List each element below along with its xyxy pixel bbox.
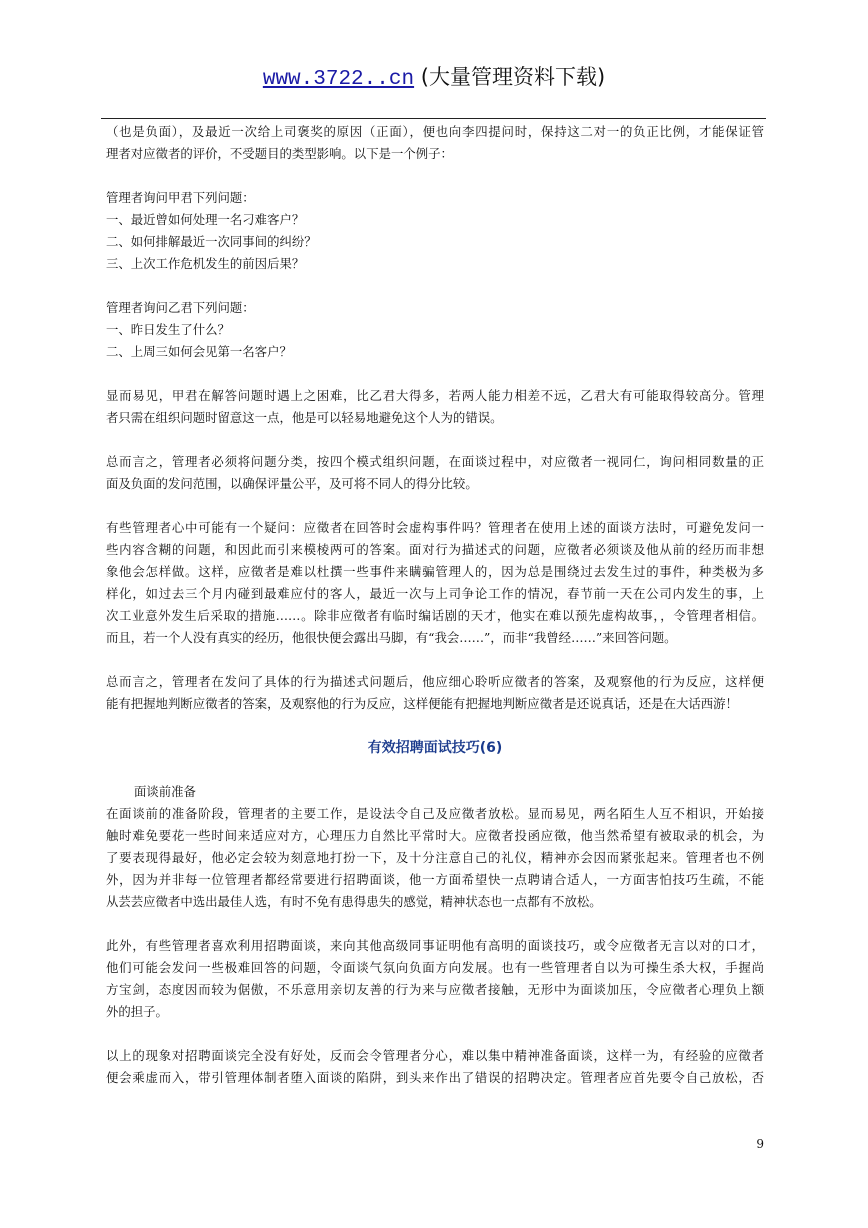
list-item: 三、上次工作危机发生的前因后果？ (106, 256, 305, 271)
header-rule (101, 118, 766, 119)
paragraph-line: 方宝剑，态度因而较为倨傲，不乐意用亲切友善的行为来与应徵者接触，无形中为面谈加压，令应徵者心理负上额 (106, 982, 764, 997)
paragraph-line: 而且，若一个人没有真实的经历，他很快便会露出马脚，有“我会……”，而非“我曾经……”来回答问题。 (106, 630, 677, 645)
section-heading: 有效招聘面试技巧(6) (367, 740, 503, 756)
paragraph-line: 在面谈前的准备阶段，管理者的主要工作，是设法令自己及应徵者放松。显而易见，两名陌生人互不相识，开始接 (106, 806, 764, 821)
page-header (0, 62, 868, 95)
paragraph-line: 触时难免要花一些时间来适应对方，心理压力自然比平常时大。应徵者投函应徵，他当然希望有被取录的机会，为 (106, 828, 764, 843)
list-item: 一、昨日发生了什么？ (106, 322, 230, 337)
paragraph-line: 些内容含糊的问题，和因此而引来模棱两可的答案。面对行为描述式的问题，应徵者必须谈及他从前的经历而非想 (106, 542, 764, 557)
paragraph-line: 理者对应徵者的评价，不受题目的类型影响。以下是一个例子： (106, 146, 453, 161)
list-item: 二、上周三如何会见第一名客户？ (106, 344, 292, 359)
paragraph-line: 次工业意外发生后采取的措施……。除非应徵者有临时编话剧的天才，他实在难以预先虚构故事，，令管理者相信。 (106, 608, 764, 623)
paragraph-line: 者只需在组织问题时留意这一点，他是可以轻易地避免这个人为的错误。 (106, 410, 503, 425)
header-caption: (大量管理资料下载) (414, 65, 606, 89)
paragraph-line: 他们可能会发问一些极难回答的问题，令面谈气氛向负面方向发展。也有一些管理者自以为可操生杀大权，手握尚 (106, 960, 764, 975)
paragraph-line: 以上的现象对招聘面谈完全没有好处，反而会令管理者分心，难以集中精神准备面谈，这样一为，有经验的应徵者 (106, 1048, 764, 1063)
paragraph-line: 面及负面的发问范围，以确保评量公平，及可将不同人的得分比较。 (106, 476, 478, 491)
paragraph-line: 能有把握地判断应徵者的答案，及观察他的行为反应，这样便能有把握地判断应徵者是还说真话，还是在大话西游！ (106, 696, 738, 711)
paragraph-line: 便会乘虚而入，带引管理体制者堕入面谈的陷阱，到头来作出了错误的招聘决定。管理者应首先要令自己放松，否 (106, 1070, 764, 1085)
paragraph-line: 象他会怎样做。这样，应徵者是难以杜撰一些事件来瞒骗管理人的，因为总是围绕过去发生过的事件，种类极为多 (106, 564, 764, 579)
paragraph-line: （也是负面），及最近一次给上司褒奖的原因（正面），便也向李四提问时，保持这二对一的负正比例，才能保证管 (106, 124, 764, 139)
paragraph-line: 外的担子。 (106, 1004, 168, 1019)
paragraph-line: 总而言之，管理者在发问了具体的行为描述式问题后，他应细心聆听应徵者的答案，及观察他的行为反应，这样便 (106, 674, 764, 689)
paragraph-line: 外，因为并非每一位管理者都经常要进行招聘面谈，他一方面希望快一点聘请合适人，一方面害怕技巧生疏，不能 (106, 872, 764, 887)
paragraph-line: 总而言之，管理者必须将问题分类，按四个模式组织问题，在面谈过程中，对应徵者一视同仁，询问相同数量的正 (106, 454, 764, 469)
paragraph-line: 此外，有些管理者喜欢利用招聘面谈，来向其他高级同事证明他有高明的面谈技巧，或令应徵者无言以对的口才， (106, 938, 764, 953)
document-body (106, 121, 764, 1089)
subheading: 面谈前准备 (134, 784, 196, 799)
list-item: 二、如何排解最近一次同事间的纠纷？ (106, 234, 317, 249)
paragraph-line: 显而易见，甲君在解答问题时遇上之困难，比乙君大得多，若两人能力相差不远，乙君大有可能取得较高分。管理 (106, 388, 764, 403)
site-link[interactable]: www.3722..cn (262, 68, 415, 91)
list-intro: 管理者询问乙君下列问题： (106, 300, 255, 315)
list-item: 一、最近曾如何处理一名刁难客户？ (106, 212, 305, 227)
page-number: 9 (756, 1137, 764, 1151)
paragraph-line: 从芸芸应徵者中选出最佳人选，有时不免有患得患失的感觉，精神状态也一点都有不放松。 (106, 894, 602, 909)
paragraph-line: 有些管理者心中可能有一个疑问：应徵者在回答时会虚构事件吗？管理者在使用上述的面谈方法时，可避免发问一 (106, 520, 764, 535)
paragraph-line: 了要表现得最好，他必定会较为刻意地打扮一下，及十分注意自己的礼仪，精神亦会因而紧张起来。管理者也不例 (106, 850, 764, 865)
paragraph-line: 样化，如过去三个月内碰到最难应付的客人，最近一次与上司争论工作的情况，春节前一天在公司内发生的事，上 (106, 586, 764, 601)
list-intro: 管理者询问甲君下列问题： (106, 190, 255, 205)
